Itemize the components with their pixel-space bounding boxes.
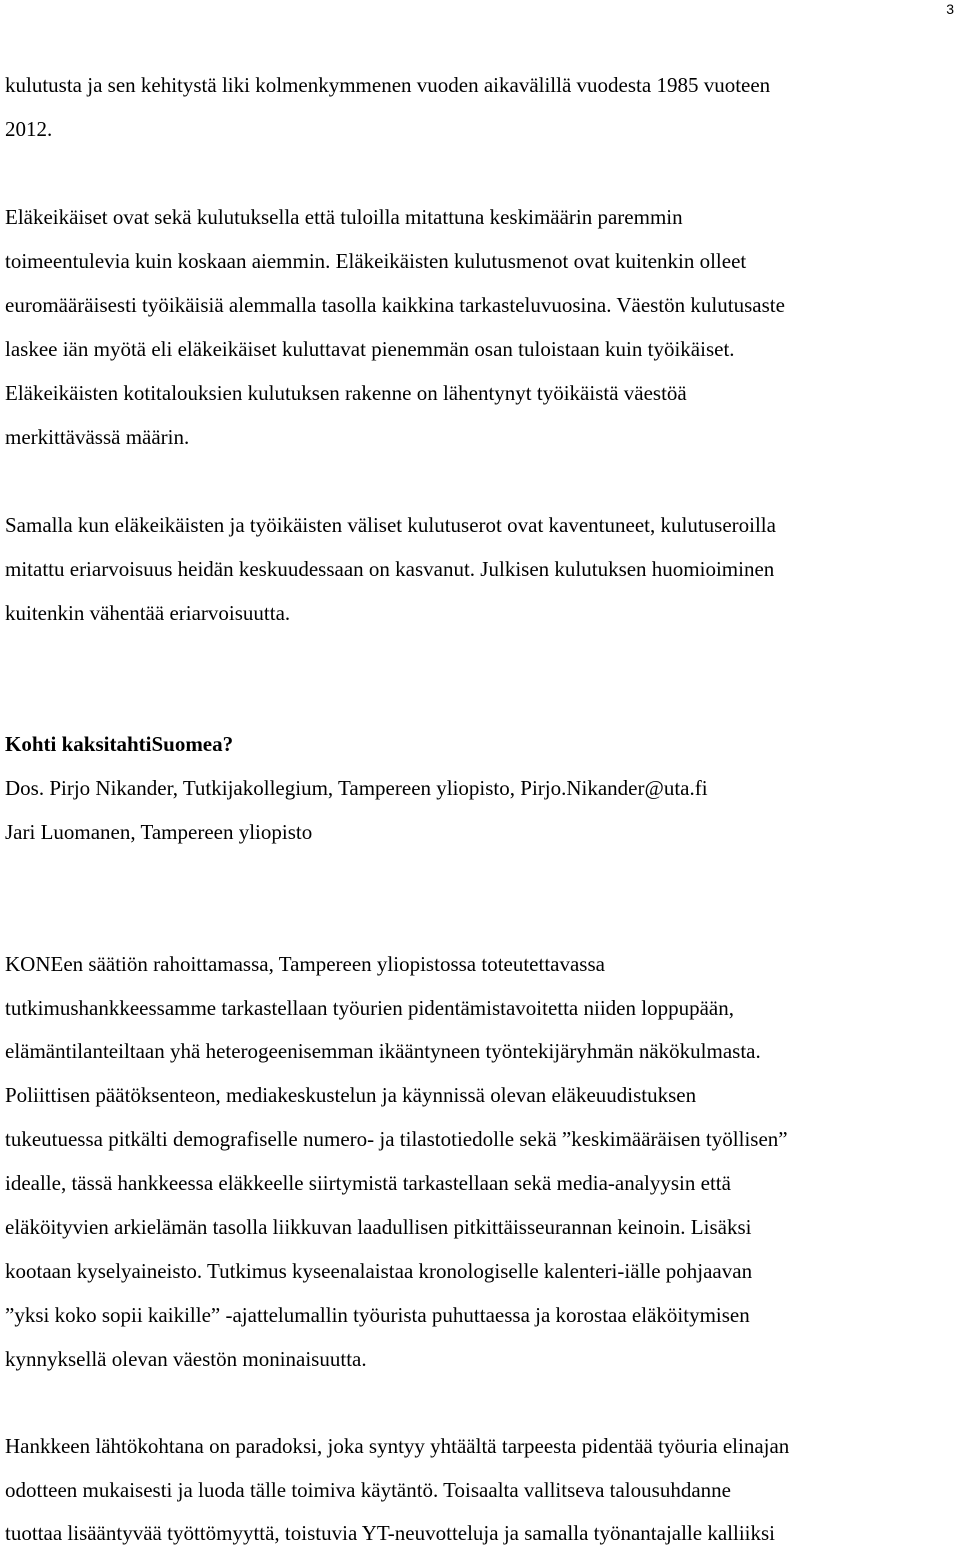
page-number: 3: [946, 1, 954, 17]
author-line: Jari Luomanen, Tampereen yliopisto: [5, 820, 313, 844]
paragraph-line: 2012.: [5, 117, 53, 141]
paragraph-line: tukeutuessa pitkälti demografiselle numero- ja tilastotiedolle sekä ”keskimääräisen työllisen”: [5, 1127, 788, 1151]
paragraph-line: toimeentulevia kuin koskaan aiemmin. Eläkeikäisten kulutusmenot ovat kuitenkin olleet: [5, 249, 747, 273]
paragraph-line: KONEen säätiön rahoittamassa, Tampereen yliopistossa toteutettavassa: [5, 952, 605, 976]
paragraph-line: mitattu eriarvoisuus heidän keskuudessaan on kasvanut. Julkisen kulutuksen huomioiminen: [5, 557, 775, 581]
section-heading: Kohti kaksitahtiSuomea?: [5, 732, 234, 756]
paragraph-line: idealle, tässä hankkeessa eläkkeelle siirtymistä tarkastellaan sekä media-analyysin että: [5, 1171, 731, 1195]
paragraph-line: kootaan kyselyaineisto. Tutkimus kyseenalaistaa kronologiselle kalenteri-iälle pohjaavan: [5, 1259, 753, 1283]
paragraph-line: tutkimushankkeessamme tarkastellaan työurien pidentämistavoitetta niiden loppupään,: [5, 996, 734, 1020]
paragraph-line: merkittävässä määrin.: [5, 425, 190, 449]
paragraph-line: euromääräisesti työikäisiä alemmalla tasolla kaikkina tarkasteluvuosina. Väestön kulutusaste: [5, 293, 785, 317]
paragraph-line: kynnyksellä olevan väestön moninaisuutta.: [5, 1347, 367, 1371]
paragraph-line: elämäntilanteiltaan yhä heterogeenisemman ikääntyneen työntekijäryhmän näkökulmasta.: [5, 1039, 761, 1063]
paragraph-line: tuottaa lisääntyvää työttömyyttä, toistuvia YT-neuvotteluja ja samalla työnantajalle kalliiksi: [5, 1521, 776, 1545]
paragraph-line: Eläkeikäisten kotitalouksien kulutuksen rakenne on lähentynyt työikäistä väestöä: [5, 381, 687, 405]
paragraph-line: Samalla kun eläkeikäisten ja työikäisten väliset kulutuserot ovat kaventuneet, kulutuseroilla: [5, 513, 776, 537]
paragraph-line: Eläkeikäiset ovat sekä kulutuksella että tuloilla mitattuna keskimäärin paremmin: [5, 205, 683, 229]
paragraph-line: laskee iän myötä eli eläkeikäiset kuluttavat pienemmän osan tuloistaan kuin työikäiset.: [5, 337, 735, 361]
paragraph-line: kulutusta ja sen kehitystä liki kolmenkymmenen vuoden aikavälillä vuodesta 1985 vuoteen: [5, 73, 771, 97]
paragraph-line: Hankkeen lähtökohtana on paradoksi, joka syntyy yhtäältä tarpeesta pidentää työuria elinajan: [5, 1434, 790, 1458]
paragraph-line: ”yksi koko sopii kaikille” -ajattelumallin työurista puhuttaessa ja korostaa eläköitymisen: [5, 1303, 750, 1327]
paragraph-line: odotteen mukaisesti ja luoda tälle toimiva käytäntö. Toisaalta vallitseva talousuhdanne: [5, 1478, 731, 1502]
paragraph-line: kuitenkin vähentää eriarvoisuutta.: [5, 601, 291, 625]
paragraph-line: eläköityvien arkielämän tasolla liikkuvan laadullisen pitkittäisseurannan keinoin. Lisäksi: [5, 1215, 752, 1239]
paragraph-line: Poliittisen päätöksenteon, mediakeskustelun ja käynnissä olevan eläkeuudistuksen: [5, 1083, 697, 1107]
author-line: Dos. Pirjo Nikander, Tutkijakollegium, Tampereen yliopisto, Pirjo.Nikander@uta.fi: [5, 776, 708, 800]
